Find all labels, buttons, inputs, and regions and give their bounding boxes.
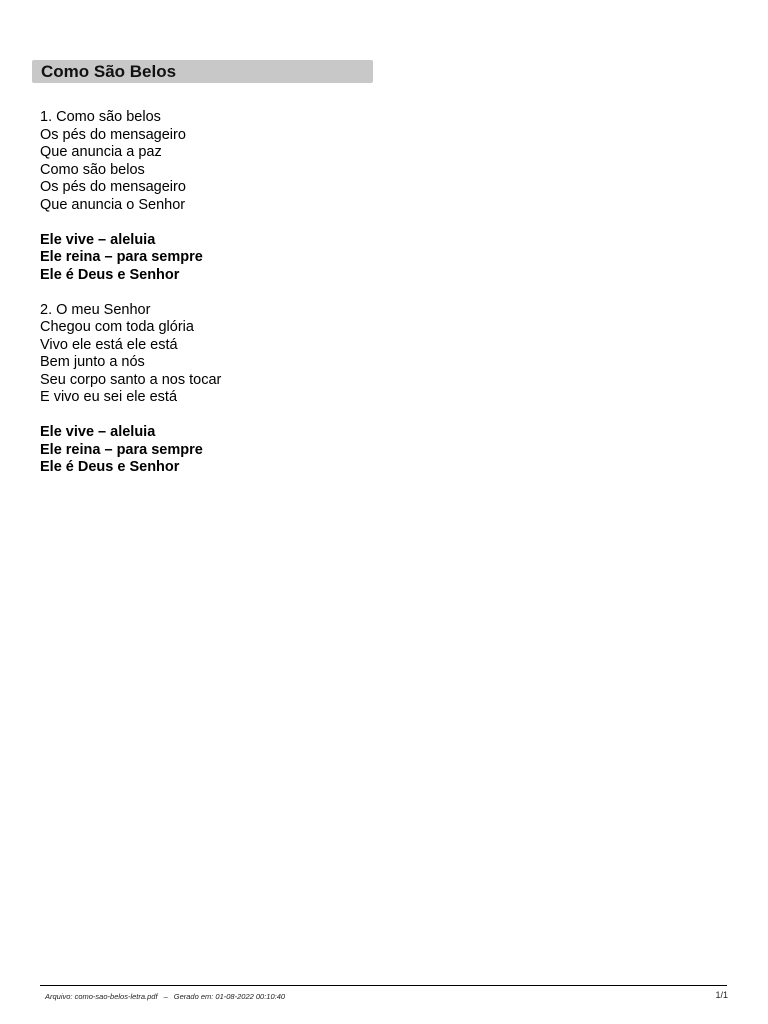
lyric-line: 1. Como são belos bbox=[40, 109, 161, 125]
chorus-line: Ele reina – para sempre bbox=[40, 249, 203, 265]
lyric-line: Os pés do mensageiro bbox=[40, 179, 186, 195]
lyrics-body bbox=[40, 109, 640, 494]
footer-file-info bbox=[45, 992, 285, 1001]
lyric-line: Chegou com toda glória bbox=[40, 319, 194, 335]
chorus-line: Ele vive – aleluia bbox=[40, 231, 156, 248]
lyric-line: 2. O meu Senhor bbox=[40, 301, 151, 318]
lyric-line: E vivo eu sei ele está bbox=[40, 389, 178, 405]
song-title-bar bbox=[32, 60, 373, 83]
stanza-chorus-1 bbox=[40, 232, 640, 285]
footer-generated-label: Gerado em: 01-08-2022 00:10:40 bbox=[173, 992, 286, 1001]
chorus-line: Ele é Deus e Senhor bbox=[40, 459, 180, 475]
chorus-line: Ele reina – para sempre bbox=[40, 441, 203, 458]
lyric-line: Os pés do mensageiro bbox=[40, 126, 186, 143]
footer-separator: – bbox=[163, 992, 168, 1001]
chorus-line: Ele é Deus e Senhor bbox=[40, 266, 180, 283]
lyric-line: Vivo ele está ele está bbox=[40, 336, 178, 353]
lyric-line: Seu corpo santo a nos tocar bbox=[40, 371, 222, 388]
stanza-chorus-2 bbox=[40, 424, 640, 477]
lyric-line: Bem junto a nós bbox=[40, 354, 145, 370]
footer-divider bbox=[40, 985, 727, 986]
stanza-verse-2 bbox=[40, 302, 640, 407]
lyric-line: Como são belos bbox=[40, 161, 145, 178]
footer-file-label: Arquivo: como-sao-belos-letra.pdf bbox=[45, 992, 158, 1001]
page-number: 1/1 bbox=[715, 990, 728, 1000]
stanza-verse-1 bbox=[40, 109, 640, 214]
chorus-line: Ele vive – aleluia bbox=[40, 424, 156, 440]
lyric-line: Que anuncia a paz bbox=[40, 144, 162, 160]
song-title: Como São Belos bbox=[41, 62, 177, 81]
lyric-line: Que anuncia o Senhor bbox=[40, 196, 186, 213]
